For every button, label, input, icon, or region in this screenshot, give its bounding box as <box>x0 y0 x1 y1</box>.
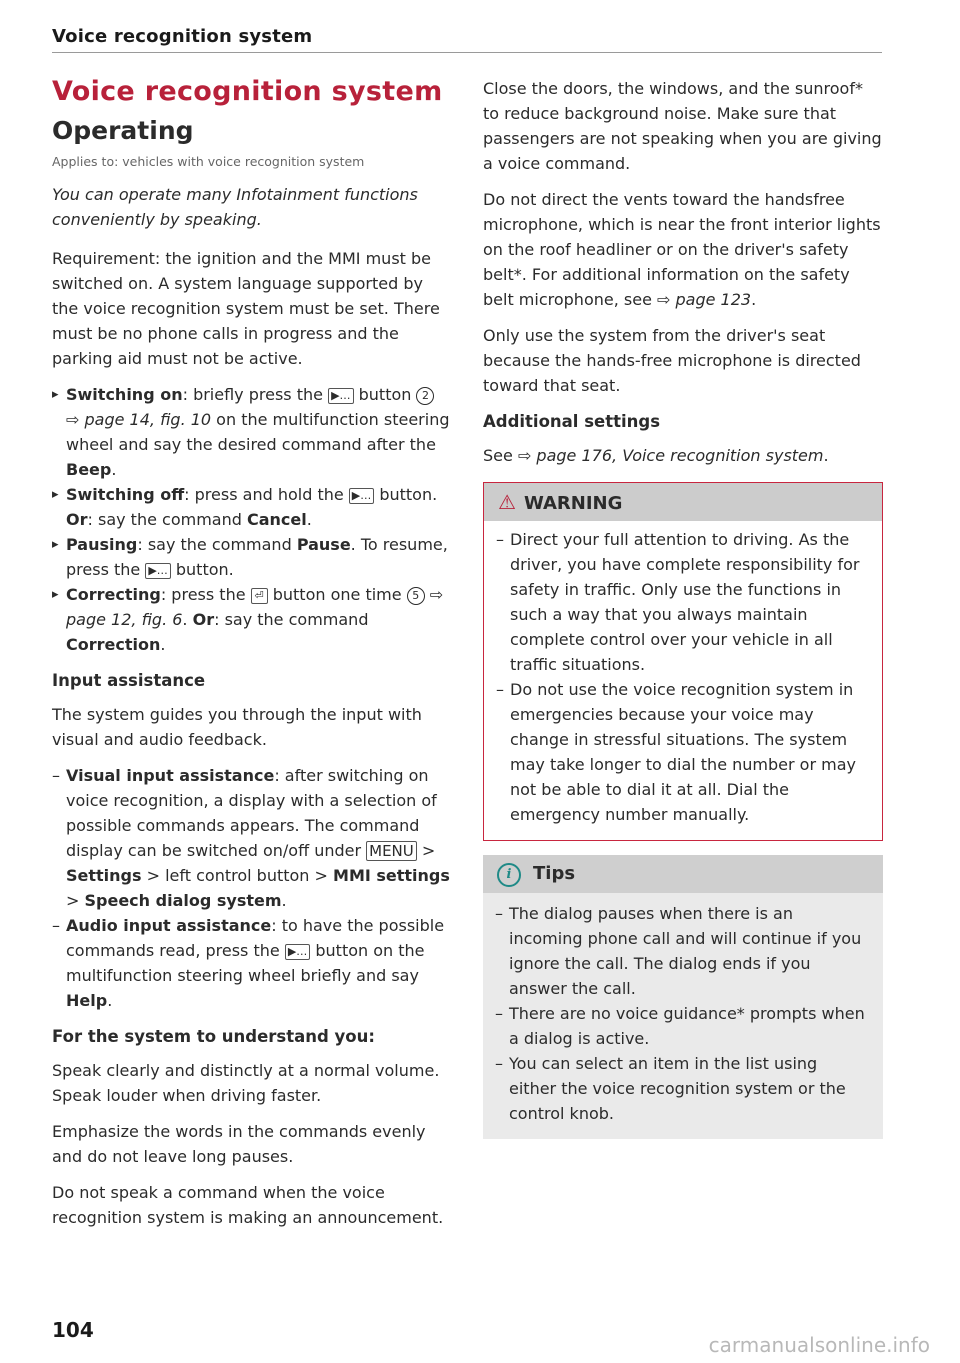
running-header <box>52 26 882 47</box>
back-button-icon: ⏎ <box>251 588 268 604</box>
list-item-audio-input <box>52 913 450 1013</box>
list-item-pausing <box>52 532 450 582</box>
understand-text-1: Speak clearly and distinctly at a normal volume. Speak louder when driving faster. <box>52 1061 440 1105</box>
section-title: Operating <box>52 116 194 145</box>
understand-heading: For the system to understand you: <box>52 1027 375 1046</box>
warning-box <box>483 482 883 841</box>
list-item: – There are no voice guidance* prompts when a dialog is active. <box>495 1001 869 1051</box>
text: : say the command <box>137 535 297 554</box>
warning-list <box>496 527 868 827</box>
term: Switching off <box>66 485 185 504</box>
text: > left control button > <box>141 866 334 885</box>
chapter-title: Voice recognition system <box>52 76 443 107</box>
voice-button-icon: ▶… <box>349 488 374 504</box>
header-title: Voice recognition system <box>52 26 313 47</box>
info-icon: i <box>497 863 521 887</box>
right-column <box>483 76 883 1139</box>
page-reference[interactable]: ⇨ page 176, Voice recognition system <box>517 446 824 465</box>
menu-path: Speech dialog system <box>84 891 282 910</box>
list-item: – You can select an item in the list using either the voice recognition system or the control knob. <box>495 1051 869 1126</box>
text: . <box>823 446 829 465</box>
list-item: – Do not use the voice recognition system in emergencies because your voice may change in stressful situations. The system may take longer to dial the number or may not be able to dial it at all. Dial the emergency number manually. <box>496 677 868 827</box>
see-text <box>483 443 883 468</box>
understand-text-3: Do not speak a command when the voice recognition system is making an announcement. <box>52 1183 444 1227</box>
operation-list <box>52 382 450 657</box>
text: button. <box>170 560 234 579</box>
tips-header <box>483 855 883 893</box>
command: Beep <box>66 460 112 479</box>
page-reference[interactable]: ⇨ page 14, fig. 10 <box>66 410 212 429</box>
tips-box <box>483 855 883 1139</box>
input-assistance-heading: Input assistance <box>52 671 206 690</box>
warning-title: WARNING <box>523 493 623 514</box>
or-label: Or <box>66 510 88 529</box>
term: Correcting <box>66 585 161 604</box>
text: : to have the possible commands read, press the <box>66 916 445 960</box>
command: Help <box>66 991 108 1010</box>
watermark: carmanualsonline.info <box>708 1333 930 1357</box>
text: . <box>107 991 113 1010</box>
list-item: – Direct your full attention to driving. As the driver, you have complete responsibility for safety in traffic. Only use the functions in such a way that you always maintain complete control over your vehicle in all traffic situations. <box>496 527 868 677</box>
command: Correction <box>66 635 161 654</box>
command: Pause <box>296 535 351 554</box>
menu-path: Settings <box>66 866 142 885</box>
header-divider <box>52 52 882 53</box>
text: . To resume, press the <box>66 535 448 579</box>
list-item-switching-off <box>52 482 450 532</box>
noise-text: Close the doors, the windows, and the sunroof* to reduce background noise. Make sure that passengers are not speaking when you are giving a voice command. <box>483 79 882 173</box>
intro-text: You can operate many Infotainment functions conveniently by speaking. <box>52 185 418 229</box>
term: Switching on <box>66 385 183 404</box>
warning-header <box>484 483 882 521</box>
page-reference[interactable]: ⇨ page 123 <box>657 290 752 309</box>
text: > <box>66 891 85 910</box>
page-reference[interactable]: ⇨ page 12, fig. 6 <box>66 585 444 629</box>
text: : say the command <box>214 610 369 629</box>
menu-key: MENU <box>366 841 417 861</box>
text: > <box>416 841 436 860</box>
vents-text <box>483 187 883 312</box>
text: button. <box>374 485 438 504</box>
text: button <box>353 385 417 404</box>
requirement-text: Requirement: the ignition and the MMI must be switched on. A system language supported by the voice recognition system must be set. There must be no phone calls in progress and the parking aid must not be active. <box>52 249 440 368</box>
text: . <box>160 635 166 654</box>
text: . <box>751 290 757 309</box>
text: See <box>483 446 518 465</box>
text: button one time <box>267 585 407 604</box>
input-assistance-text: The system guides you through the input with visual and audio feedback. <box>52 705 422 749</box>
input-assistance-list <box>52 763 450 1013</box>
text: : press and hold the <box>184 485 349 504</box>
text: button on the multifunction steering wheel briefly and say <box>66 941 425 985</box>
voice-button-icon: ▶… <box>328 388 353 404</box>
voice-button-icon: ▶… <box>285 944 310 960</box>
list-item-correcting <box>52 582 450 657</box>
text: : press the <box>160 585 251 604</box>
menu-path: MMI settings <box>333 866 450 885</box>
term: Audio input assistance <box>66 916 272 935</box>
text: : briefly press the <box>182 385 329 404</box>
text: : after switching on voice recognition, a display with a selection of possible commands appears. The command display can be switched on/off under <box>66 766 437 860</box>
applies-to-note: Applies to: vehicles with voice recognition system <box>52 154 365 169</box>
callout-number: 5 <box>407 587 425 605</box>
list-item-visual-input <box>52 763 450 913</box>
tips-list <box>495 901 869 1126</box>
text: on the multifunction steering wheel and say the desired command after the <box>66 410 450 454</box>
tips-body <box>483 893 883 1139</box>
voice-button-icon: ▶… <box>145 563 170 579</box>
tips-title: Tips <box>533 863 576 884</box>
command: Cancel <box>246 510 307 529</box>
text: . <box>281 891 287 910</box>
text: . <box>306 510 312 529</box>
callout-number: 2 <box>416 387 434 405</box>
text: Do not direct the vents toward the handsfree microphone, which is near the front interior lights on the roof headliner or on the driver's safety belt*. For additional information on the safety belt microphone, see <box>483 190 881 309</box>
warning-body <box>484 521 882 840</box>
understand-text-2: Emphasize the words in the commands evenly and do not leave long pauses. <box>52 1122 426 1166</box>
term: Pausing <box>66 535 138 554</box>
text: : say the command <box>87 510 247 529</box>
additional-settings-heading: Additional settings <box>483 412 661 431</box>
left-column <box>52 72 450 1241</box>
warning-triangle-icon: ⚠ <box>498 490 516 514</box>
list-item-switching-on <box>52 382 450 482</box>
list-item: – The dialog pauses when there is an incoming phone call and will continue if you ignore the call. The dialog ends if you answer the call. <box>495 901 869 1001</box>
page-number: 104 <box>52 1318 94 1342</box>
seat-text: Only use the system from the driver's seat because the hands-free microphone is directed toward that seat. <box>483 326 861 395</box>
term: Visual input assistance <box>66 766 275 785</box>
or-label: Or <box>192 610 215 629</box>
text: . <box>111 460 117 479</box>
text: . <box>182 610 193 629</box>
